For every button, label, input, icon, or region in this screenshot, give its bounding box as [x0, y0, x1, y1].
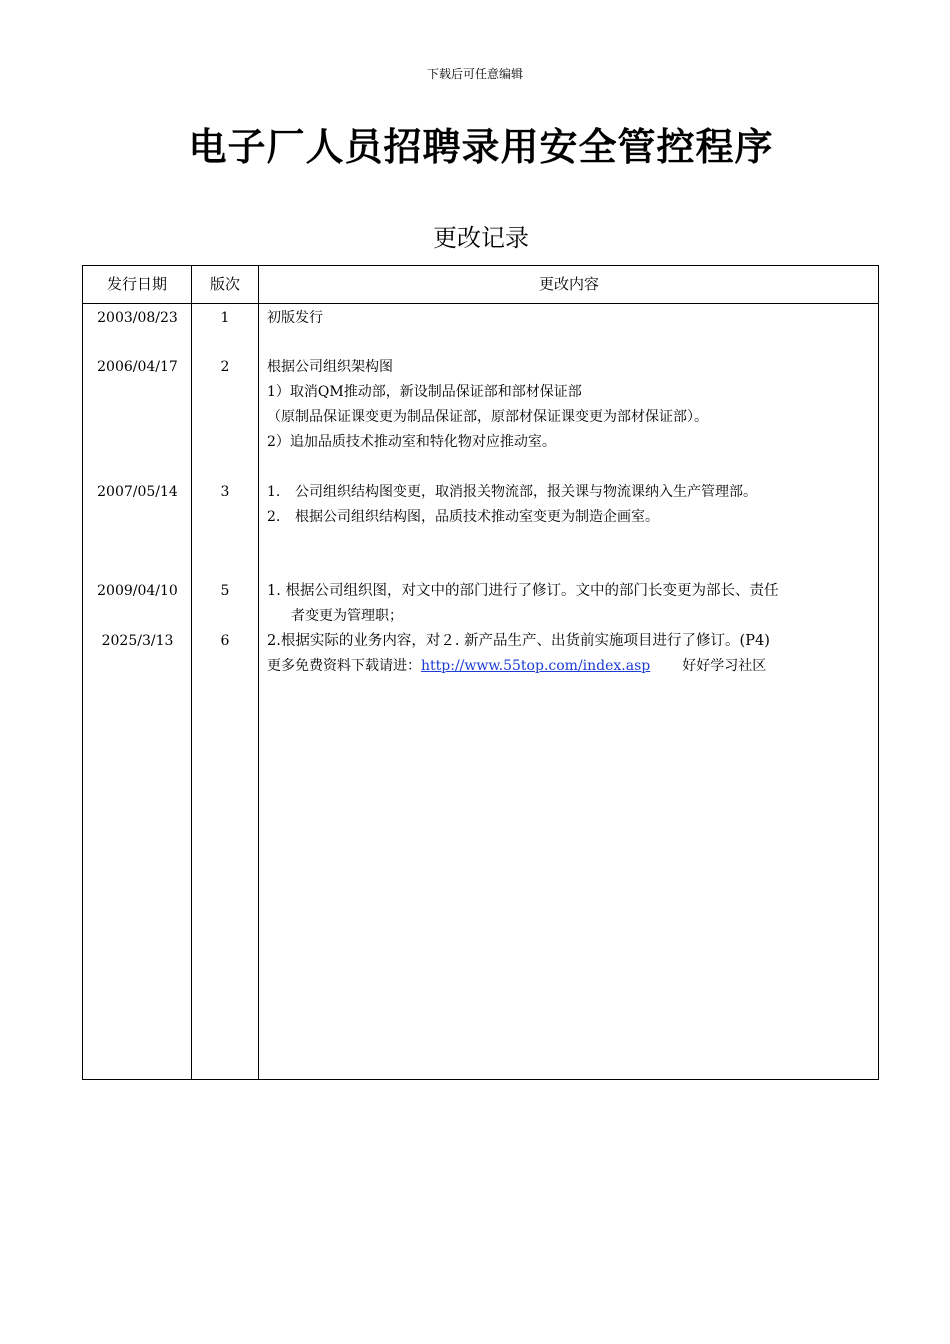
row-4-date: 2009/04/10	[97, 583, 178, 599]
download-footer	[267, 654, 873, 679]
revision-record-table	[82, 265, 879, 1080]
header-version: 版次	[209, 275, 240, 293]
row-5-version: 6	[220, 633, 230, 649]
content-line: 1. 根据公司组织图，对文中的部门进行了修订。文中的部门长变更为部长、责任	[267, 583, 779, 599]
row-1-version: 1	[220, 310, 230, 326]
header-note: 下载后可任意编辑	[426, 67, 523, 81]
column-divider	[191, 266, 192, 1079]
list-text: 根据公司组织结构图，品质技术推动室变更为制造企画室。	[295, 509, 659, 525]
content-line	[267, 480, 873, 505]
header-date: 发行日期	[106, 275, 167, 293]
download-link[interactable]: http://www.55top.com/index.asp	[421, 658, 651, 674]
header-divider	[83, 303, 878, 304]
footer-prefix: 更多免费资料下载请进：	[267, 658, 421, 674]
row-4-content	[267, 579, 873, 629]
content-line: 初版发行	[267, 310, 323, 326]
content-line: （原制品保证课变更为制品保证部，原部材保证课变更为部材保证部）。	[267, 409, 708, 425]
row-1-date: 2003/08/23	[97, 310, 178, 326]
row-2-version: 2	[220, 359, 230, 375]
row-3-version: 3	[220, 484, 230, 500]
row-2-content	[267, 355, 873, 455]
content-line: 根据公司组织架构图	[267, 359, 393, 375]
footer-suffix: 好好学习社区	[682, 658, 767, 674]
document-title: 电子厂人员招聘录用安全管控程序	[188, 125, 774, 169]
content-line	[267, 505, 873, 530]
row-2-date: 2006/04/17	[97, 359, 178, 375]
row-1-content	[267, 306, 873, 331]
column-divider	[258, 266, 259, 1079]
content-line: 2.根据实际的业务内容，对２. 新产品生产、出货前实施项目进行了修订。(P4)	[267, 633, 770, 649]
row-3-date: 2007/05/14	[97, 484, 178, 500]
list-number: 2.	[267, 509, 281, 525]
section-title: 更改记录	[433, 224, 529, 252]
row-5-content	[267, 629, 873, 679]
row-3-content	[267, 480, 873, 530]
content-line: 2）追加品质技术推动室和特化物对应推动室。	[267, 434, 556, 450]
content-line: 者变更为管理职；	[291, 608, 403, 624]
list-number: 1.	[267, 484, 281, 500]
content-line: 1）取消QM推动部，新设制品保证部和部材保证部	[267, 384, 582, 400]
list-text: 公司组织结构图变更，取消报关物流部，报关课与物流课纳入生产管理部。	[295, 484, 757, 500]
row-5-date: 2025/3/13	[101, 633, 174, 649]
header-content: 更改内容	[538, 275, 599, 293]
row-4-version: 5	[220, 583, 230, 599]
